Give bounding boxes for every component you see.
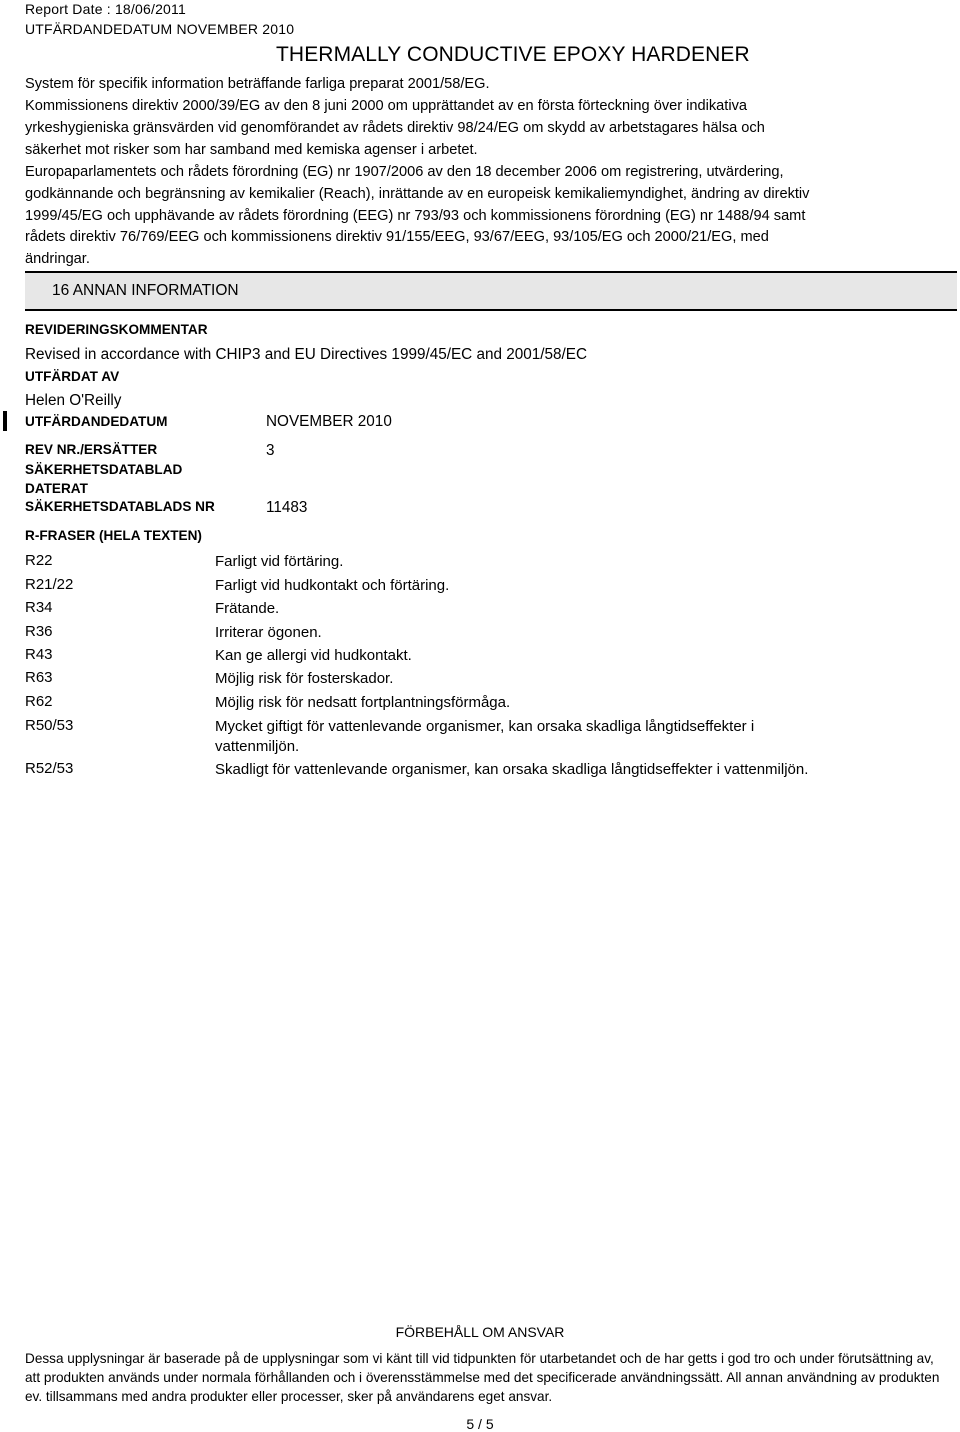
regulatory-line-1: System för specifik information beträffande farliga preparat 2001/58/EG. xyxy=(25,76,490,92)
disclaimer-line: att produkten används under normala förhållanden och i överensstämmelse med det specificerade användningssätt. All annan användning av produkten xyxy=(25,1370,940,1385)
r-phrase-code: R62 xyxy=(25,693,53,710)
paragraph-line: 1999/45/EG och upphävande av rådets förordning (EEG) nr 793/93 och kommissionens förordning (EG) nr 1488/94 samt xyxy=(25,207,806,224)
issue-date: NOVEMBER 2010 xyxy=(266,413,392,430)
header-issue-date: UTFÄRDANDEDATUM NOVEMBER 2010 xyxy=(25,21,295,37)
paragraph-line: godkännande och begränsning av kemikalier (Reach), inrättande av en europeisk kemikaliemyndighet, ändring av direktiv xyxy=(25,185,810,202)
r-phrase-text: Kan ge allergi vid hudkontakt. xyxy=(215,647,412,664)
section-16-title: 16 ANNAN INFORMATION xyxy=(52,282,239,299)
r-phrase-text-line: Mycket giftigt för vattenlevande organismer, kan orsaka skadliga långtidseffekter i xyxy=(215,718,755,735)
regulatory-paragraph-3 xyxy=(25,162,940,271)
r-phrase-code: R21/22 xyxy=(25,576,74,593)
product-title: THERMALLY CONDUCTIVE EPOXY HARDENER xyxy=(276,43,750,66)
regulatory-paragraph-2 xyxy=(25,96,940,161)
r-phrase-text: Skadligt för vattenlevande organismer, kan orsaka skadliga långtidseffekter i vattenmiljön. xyxy=(215,761,809,778)
r-phrase-text: Frätande. xyxy=(215,600,280,617)
r-phrase-code: R34 xyxy=(25,599,53,616)
r-phrase-code: R36 xyxy=(25,623,53,640)
label-line: REV NR./ERSÄTTER xyxy=(25,442,158,457)
disclaimer-line: ev. tillsammans med andra produkter eller processer, sker på användarens eget ansvar. xyxy=(25,1389,553,1404)
paragraph-line: Europaparlamentets och rådets förordning (EG) nr 1907/2006 av den 18 december 2006 om registrering, utvärdering, xyxy=(25,164,784,180)
paragraph-line: Kommissionens direktiv 2000/39/EG av den 8 juni 2000 om upprättandet av en första förteckning över indikativa xyxy=(25,98,747,114)
sds-number: 11483 xyxy=(266,499,308,516)
paragraph-line: ändringar. xyxy=(25,251,90,268)
r-phrase-code: R63 xyxy=(25,669,53,686)
r-phrase-text: Möjlig risk för fosterskador. xyxy=(215,670,394,687)
r-phrase-text: Farligt vid förtäring. xyxy=(215,553,344,570)
r-phrases-label: R-FRASER (HELA TEXTEN) xyxy=(25,528,202,543)
revision-comment-label: REVIDERINGSKOMMENTAR xyxy=(25,322,208,337)
revision-comment: Revised in accordance with CHIP3 and EU Directives 1999/45/EC and 2001/58/EC xyxy=(25,346,588,363)
issue-date-label: UTFÄRDANDEDATUM xyxy=(25,414,168,429)
page-number: 5 / 5 xyxy=(466,1416,494,1432)
r-phrase-code: R50/53 xyxy=(25,717,74,734)
r-phrase-text-line: vattenmiljön. xyxy=(215,738,300,755)
r-phrase-code: R52/53 xyxy=(25,760,74,777)
change-marker xyxy=(3,411,7,431)
issued-by: Helen O'Reilly xyxy=(25,392,122,409)
r-phrase-text xyxy=(215,717,915,757)
report-date: Report Date : 18/06/2011 xyxy=(25,1,186,17)
paragraph-line: yrkeshygieniska gränsvärden vid genomförandet av rådets direktiv 98/24/EG om skydd av arbetstagares hälsa och xyxy=(25,119,765,136)
r-phrase-code: R22 xyxy=(25,552,53,569)
issued-by-label: UTFÄRDAT AV xyxy=(25,369,120,384)
disclaimer-title: FÖRBEHÅLL OM ANSVAR xyxy=(395,1324,565,1340)
paragraph-line: säkerhet mot risker som har samband med kemiska agenser i arbetet. xyxy=(25,141,478,158)
section-16-header xyxy=(25,271,957,311)
revision-number-label xyxy=(25,440,182,499)
label-line: SÄKERHETSDATABLAD xyxy=(25,461,183,477)
label-line: DATERAT xyxy=(25,481,88,496)
r-phrase-text: Farligt vid hudkontakt och förtäring. xyxy=(215,577,450,594)
r-phrase-code: R43 xyxy=(25,646,53,663)
revision-number: 3 xyxy=(266,442,275,459)
disclaimer-line: Dessa upplysningar är baserade på de upplysningar som vi känt till vid tidpunkten för utarbetandet och de har getts i god tro och under förutsättning av, xyxy=(25,1351,934,1366)
sds-number-label: SÄKERHETSDATABLADS NR xyxy=(25,499,215,514)
paragraph-line: rådets direktiv 76/769/EEG och kommissionens direktiv 91/155/EEG, 93/67/EEG, 93/105/EG och 2000/21/EG, med xyxy=(25,229,769,246)
r-phrase-text: Möjlig risk för nedsatt fortplantningsförmåga. xyxy=(215,694,511,711)
r-phrase-text: Irriterar ögonen. xyxy=(215,624,322,641)
